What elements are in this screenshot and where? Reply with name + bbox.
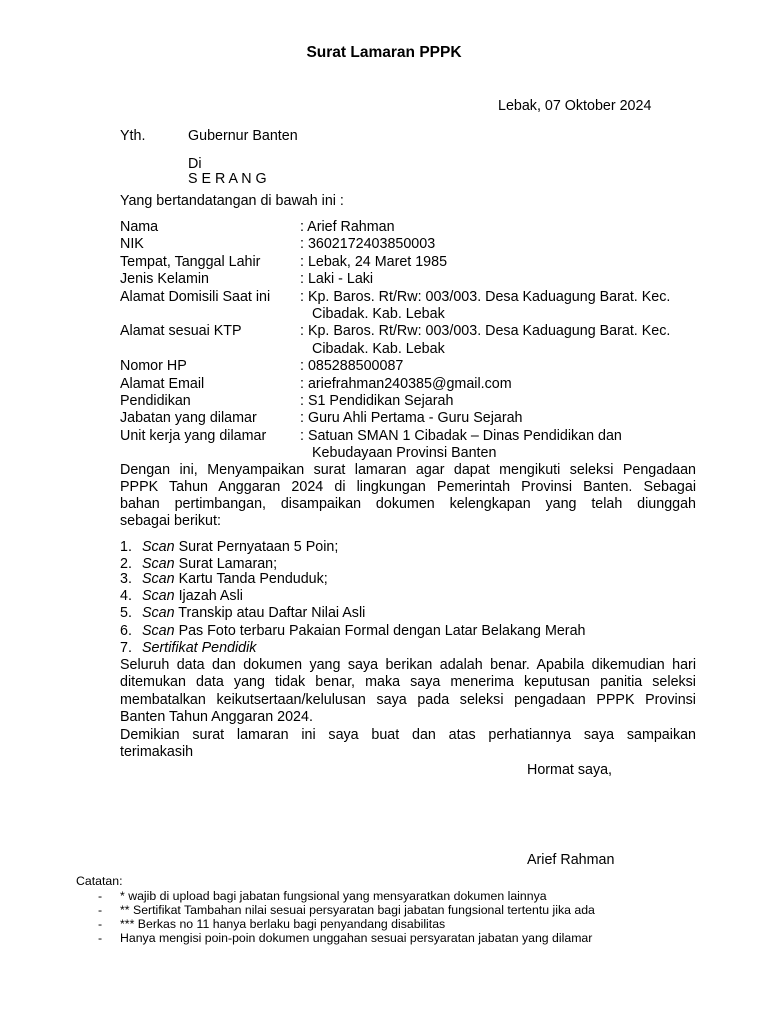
list-number: 2. [120, 556, 132, 572]
paragraph-line: Dengan ini, Menyampaikan surat lamaran agar dapat mengikuti seleksi Pengadaan [120, 462, 696, 478]
paragraph-line: bahan pertimbangan, disampaikan dokumen kelengkapan yang telah diunggah [120, 496, 696, 512]
recipient-name: Gubernur Banten [188, 128, 298, 144]
list-item: Scan Pas Foto terbaru Pakaian Formal dengan Latar Belakang Merah [142, 623, 586, 639]
field-label: Nama [120, 219, 159, 235]
list-item: Scan Ijazah Asli [142, 588, 243, 604]
note-dash: - [98, 889, 103, 903]
field-value: : Arief Rahman [300, 219, 395, 235]
field-value: : Kp. Baros. Rt/Rw: 003/003. Desa Kaduagung Barat. Kec. [300, 289, 671, 305]
notes-heading: Catatan: [76, 874, 123, 888]
paragraph-line: sebagai berikut: [120, 513, 221, 529]
list-number: 7. [120, 640, 132, 656]
list-number: 4. [120, 588, 132, 604]
note-item: *** Berkas no 11 hanya berlaku bagi penyandang disabilitas [120, 917, 446, 931]
list-number: 3. [120, 571, 132, 587]
note-item: Hanya mengisi poin-poin dokumen unggahan sesuai persyaratan jabatan yang dilamar [120, 931, 593, 945]
list-item: Sertifikat Pendidik [142, 640, 257, 656]
list-item: Scan Transkip atau Daftar Nilai Asli [142, 605, 366, 621]
paragraph-line: PPPK Tahun Anggaran 2024 di lingkungan Pemerintah Provinsi Banten. Sebagai [120, 479, 696, 495]
field-value: : Lebak, 24 Maret 1985 [300, 254, 448, 270]
field-value: : 085288500087 [300, 358, 404, 374]
paragraph-line: Seluruh data dan dokumen yang saya berikan adalah benar. Apabila dikemudian hari [120, 657, 696, 673]
list-number: 1. [120, 539, 132, 555]
paragraph-line: terimakasih [120, 744, 194, 760]
list-item: Scan Surat Lamaran; [142, 556, 278, 572]
field-label: Tempat, Tanggal Lahir [120, 254, 261, 270]
place-date: Lebak, 07 Oktober 2024 [498, 98, 652, 114]
recipient-city: S E R A N G [188, 171, 267, 187]
field-value: : ariefrahman240385@gmail.com [300, 376, 512, 392]
list-item: Scan Surat Pernyataan 5 Poin; [142, 539, 339, 555]
field-value-cont: Cibadak. Kab. Lebak [312, 306, 445, 322]
paragraph-line: Demikian surat lamaran ini saya buat dan atas perhatiannya saya sampaikan [120, 727, 696, 743]
note-item: * wajib di upload bagi jabatan fungsional yang mensyaratkan dokumen lainnya [120, 889, 547, 903]
note-item: ** Sertifikat Tambahan nilai sesuai persyaratan bagi jabatan fungsional tertentu jika ada [120, 903, 595, 917]
recipient-yth: Yth. [120, 128, 146, 144]
field-label: Jabatan yang dilamar [120, 410, 257, 426]
field-label: NIK [120, 236, 144, 252]
intro-text: Yang bertandatangan di bawah ini : [120, 193, 344, 209]
list-number: 6. [120, 623, 132, 639]
field-label: Alamat Domisili Saat ini [120, 289, 271, 305]
note-dash: - [98, 931, 103, 945]
field-value: : Kp. Baros. Rt/Rw: 003/003. Desa Kaduagung Barat. Kec. [300, 323, 671, 339]
field-value-cont: Cibadak. Kab. Lebak [312, 341, 445, 357]
field-value: : Laki - Laki [300, 271, 374, 287]
list-item: Scan Kartu Tanda Penduduk; [142, 571, 328, 587]
field-label: Alamat sesuai KTP [120, 323, 242, 339]
field-label: Pendidikan [120, 393, 191, 409]
field-label: Jenis Kelamin [120, 271, 209, 287]
field-label: Nomor HP [120, 358, 187, 374]
note-dash: - [98, 903, 103, 917]
letter-title: Surat Lamaran PPPK [306, 44, 462, 61]
note-dash: - [98, 917, 103, 931]
paragraph-line: ditemukan data yang tidak benar, maka saya menerima keputusan panitia seleksi [120, 674, 696, 690]
list-number: 5. [120, 605, 132, 621]
field-label: Unit kerja yang dilamar [120, 428, 267, 444]
field-value-cont: Kebudayaan Provinsi Banten [312, 445, 497, 461]
field-value: : S1 Pendidikan Sejarah [300, 393, 454, 409]
field-label: Alamat Email [120, 376, 205, 392]
field-value: : 3602172403850003 [300, 236, 436, 252]
field-value: : Satuan SMAN 1 Cibadak – Dinas Pendidikan dan [300, 428, 622, 444]
field-value: : Guru Ahli Pertama - Guru Sejarah [300, 410, 523, 426]
paragraph-line: membatalkan keikutsertaan/kelulusan saya pada seleksi pengadaan PPPK Provinsi [120, 692, 696, 708]
signer-name: Arief Rahman [527, 852, 615, 868]
closing-salutation: Hormat saya, [527, 762, 613, 778]
paragraph-line: Banten Tahun Anggaran 2024. [120, 709, 313, 725]
recipient-di: Di [188, 156, 202, 172]
